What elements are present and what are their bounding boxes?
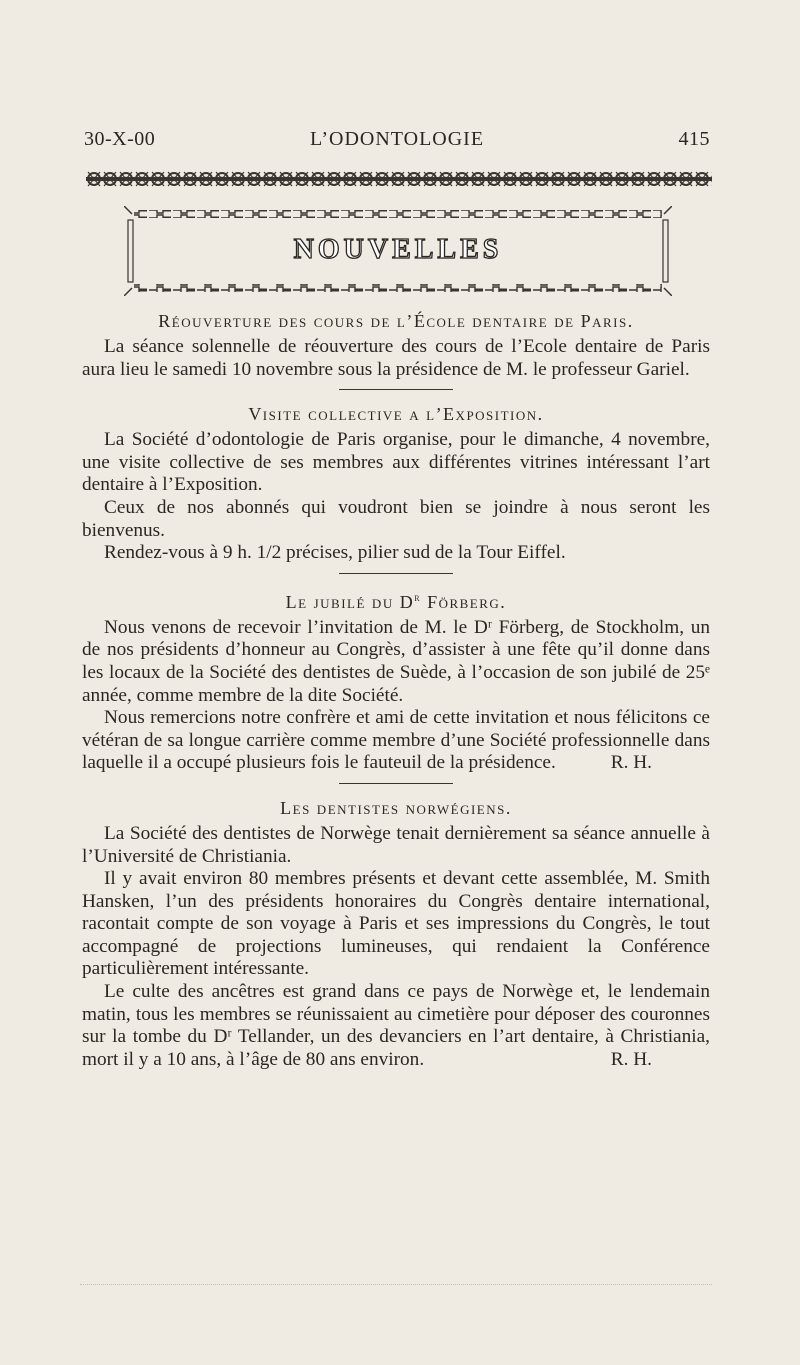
section-title-frame <box>124 206 672 296</box>
paragraph: Il y avait environ 80 membres présents et devant cette assemblée, M. Smith Hansken, l’un des présidents honoraires du Congrès dentaire international, racontait compte de son voyage à Paris et ses impressions du Congrès, le tout accompagné de projections lumineuses, qui rendaient la Conférence particulièrement intéressante. <box>82 868 710 980</box>
signature: R. H. <box>610 1048 652 1070</box>
paragraph <box>82 981 710 1071</box>
page-number: 415 <box>678 128 710 150</box>
paragraph: La séance solennelle de réouverture des cours de l’Ecole dentaire de Paris aura lieu le samedi 10 novembre sous la présidence de M. le professeur Gariel. <box>82 336 710 380</box>
paragraph-text: Le culte des ancêtres est grand dans ce pays de Norwège et, le lendemain matin, tous les membres se réunissaient au cimetière pour déposer des couronnes sur la tombe du Dʳ Tellander, un des devanciers en l’art dentaire, à Christiania, mort il y a 10 ans, à l’âge de 80 ans environ. <box>82 981 710 1070</box>
paragraph <box>82 707 710 775</box>
paragraph: Nous venons de recevoir l’invitation de M. le Dʳ Förberg, de Stockholm, un de nos présidents d’honneur au Congrès, d’assister à une fête qu’il donne dans les locaux de la Société des dentistes de Suède, à l’occasion de son jubilé de 25ᵉ année, comme membre de la dite Société. <box>82 616 710 706</box>
page-bottom-rule <box>80 1284 712 1285</box>
heading-jubile-suffix: Förberg. <box>421 591 507 612</box>
article-body <box>82 306 710 1071</box>
section-divider <box>339 573 453 574</box>
paragraph: Ceux de nos abonnés qui voudront bien se joindre à nous seront les bienvenus. <box>82 496 710 541</box>
journal-title: L’ODONTOLOGIE <box>309 128 485 150</box>
paragraph: La Société d’odontologie de Paris organise, pour le dimanche, 4 novembre, une visite collective de ses membres aux différentes vitrines intéressant l’art dentaire à l’Exposition. <box>82 429 710 496</box>
paragraph: Rendez-vous à 9 h. 1/2 précises, pilier sud de la Tour Eiffel. <box>104 542 566 564</box>
section-divider <box>339 389 453 390</box>
section-title: NOUVELLES <box>293 234 503 265</box>
heading-jubile-sup: r <box>414 591 422 604</box>
paragraph-text: Nous remercions notre confrère et ami de cette invitation et nous félicitons ce vétéran de sa longue carrière comme membre d’une Société professionnelle dans laquelle il a occupé plusieurs fois le fauteuil de la présidence. <box>82 707 710 774</box>
heading-visite: Visite collective a l’Exposition. <box>248 404 544 425</box>
running-head <box>84 128 710 158</box>
paragraph: La Société des dentistes de Norwège tenait dernièrement sa séance annuelle à l’Université de Christiania. <box>82 822 710 867</box>
heading-norwegiens: Les dentistes norwégiens. <box>280 797 512 818</box>
issue-date: 30-X-00 <box>84 128 156 150</box>
ornament-band <box>86 168 712 190</box>
heading-jubile <box>82 583 710 617</box>
heading-jubile-prefix: Le jubilé du D <box>285 591 415 612</box>
heading-reouverture: Réouverture des cours de l’École dentaire de Paris. <box>158 311 634 331</box>
signature: R. H. <box>610 752 652 774</box>
section-divider <box>339 783 453 784</box>
